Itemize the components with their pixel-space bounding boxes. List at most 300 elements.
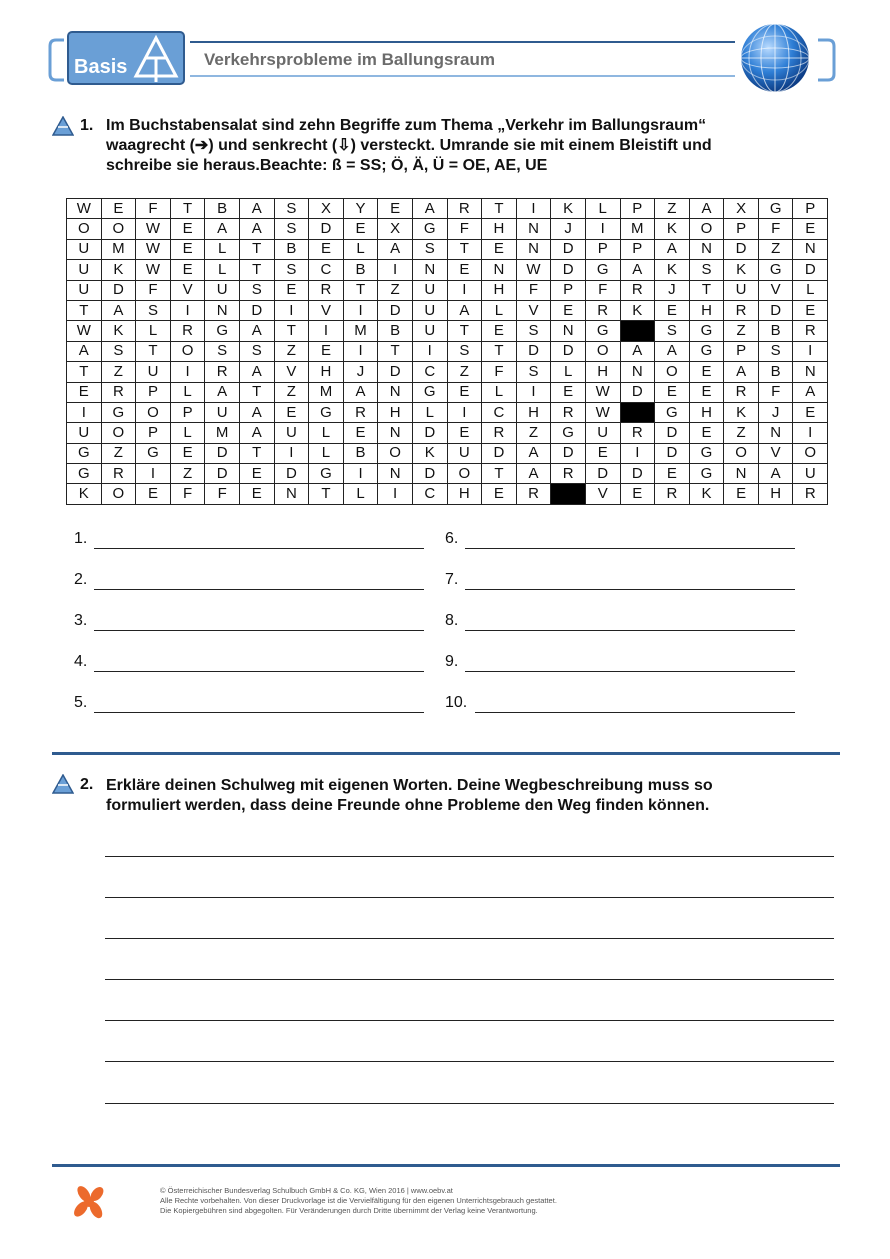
answer-write-line[interactable] [94,671,424,672]
grid-cell[interactable]: F [516,280,551,300]
grid-cell[interactable]: X [724,199,759,219]
grid-cell[interactable]: E [482,484,517,504]
writing-line[interactable] [105,856,834,857]
grid-cell[interactable]: E [689,362,724,382]
grid-cell[interactable]: H [689,300,724,320]
answer-write-line[interactable] [465,671,795,672]
grid-cell[interactable]: T [239,443,274,463]
grid-cell[interactable]: U [793,464,828,484]
grid-cell[interactable]: D [551,443,586,463]
grid-cell[interactable]: O [67,219,102,239]
writing-line[interactable] [105,897,834,898]
grid-cell[interactable]: I [620,443,655,463]
grid-cell[interactable]: S [412,239,447,259]
grid-cell[interactable]: H [585,362,620,382]
grid-cell[interactable]: R [793,321,828,341]
grid-cell[interactable]: W [516,260,551,280]
grid-cell[interactable]: L [343,239,378,259]
grid-cell[interactable]: I [793,423,828,443]
grid-cell[interactable]: G [655,402,690,422]
grid-cell[interactable]: T [274,321,309,341]
grid-cell[interactable]: I [793,341,828,361]
grid-cell[interactable]: T [447,321,482,341]
grid-cell[interactable]: J [758,402,793,422]
grid-cell[interactable]: N [793,362,828,382]
grid-cell[interactable]: R [724,382,759,402]
grid-cell[interactable]: E [274,402,309,422]
grid-cell[interactable]: F [758,219,793,239]
grid-cell[interactable]: L [793,280,828,300]
grid-cell[interactable]: R [551,402,586,422]
grid-cell[interactable]: I [447,280,482,300]
grid-cell[interactable]: P [620,239,655,259]
grid-cell[interactable]: K [412,443,447,463]
grid-cell[interactable]: P [136,382,171,402]
grid-cell[interactable]: C [309,260,344,280]
grid-cell[interactable]: E [170,219,205,239]
grid-cell[interactable]: A [412,199,447,219]
grid-cell[interactable]: A [239,362,274,382]
grid-cell[interactable]: H [378,402,413,422]
grid-cell[interactable]: D [758,300,793,320]
grid-cell[interactable]: A [239,219,274,239]
grid-cell[interactable]: U [67,280,102,300]
grid-cell[interactable]: A [343,382,378,402]
grid-cell[interactable]: G [689,464,724,484]
grid-cell[interactable]: L [482,300,517,320]
grid-cell[interactable]: E [447,423,482,443]
grid-cell[interactable]: D [516,341,551,361]
grid-cell[interactable]: N [689,239,724,259]
writing-line[interactable] [105,979,834,980]
grid-cell[interactable]: I [170,300,205,320]
answer-write-line[interactable] [94,630,424,631]
grid-cell[interactable]: U [205,280,240,300]
grid-cell[interactable]: T [378,341,413,361]
grid-cell[interactable]: S [758,341,793,361]
grid-cell[interactable]: Z [447,362,482,382]
grid-cell[interactable]: H [689,402,724,422]
grid-cell[interactable]: D [274,464,309,484]
grid-cell[interactable]: N [551,321,586,341]
grid-cell[interactable]: U [412,321,447,341]
grid-cell[interactable]: S [516,321,551,341]
grid-cell[interactable]: V [170,280,205,300]
grid-cell[interactable]: S [239,341,274,361]
writing-line[interactable] [105,938,834,939]
grid-cell[interactable]: A [205,219,240,239]
grid-cell[interactable]: A [655,239,690,259]
grid-cell[interactable]: V [274,362,309,382]
grid-cell[interactable]: K [689,484,724,504]
writing-line[interactable] [105,1020,834,1021]
grid-blank-cell[interactable] [620,321,655,341]
grid-cell[interactable]: D [412,464,447,484]
grid-cell[interactable]: K [724,260,759,280]
grid-cell[interactable]: S [274,199,309,219]
grid-cell[interactable]: T [239,239,274,259]
grid-cell[interactable]: S [655,321,690,341]
grid-cell[interactable]: I [343,464,378,484]
grid-cell[interactable]: D [551,260,586,280]
grid-cell[interactable]: E [793,300,828,320]
grid-cell[interactable]: A [758,464,793,484]
grid-cell[interactable]: G [205,321,240,341]
grid-cell[interactable]: P [793,199,828,219]
grid-cell[interactable]: O [136,402,171,422]
grid-cell[interactable]: R [655,484,690,504]
grid-cell[interactable]: E [239,484,274,504]
grid-cell[interactable]: R [793,484,828,504]
grid-cell[interactable]: U [67,260,102,280]
grid-cell[interactable]: R [447,199,482,219]
grid-cell[interactable]: S [239,280,274,300]
grid-cell[interactable]: F [482,362,517,382]
grid-cell[interactable]: A [67,341,102,361]
grid-cell[interactable]: K [724,402,759,422]
grid-cell[interactable]: E [378,199,413,219]
grid-cell[interactable]: E [689,382,724,402]
grid-cell[interactable]: L [309,443,344,463]
grid-cell[interactable]: F [205,484,240,504]
grid-cell[interactable]: N [378,464,413,484]
grid-cell[interactable]: M [620,219,655,239]
grid-cell[interactable]: O [170,341,205,361]
grid-cell[interactable]: V [585,484,620,504]
grid-cell[interactable]: V [758,280,793,300]
grid-cell[interactable]: G [758,199,793,219]
grid-cell[interactable]: E [170,443,205,463]
grid-cell[interactable]: I [378,484,413,504]
grid-cell[interactable]: G [412,382,447,402]
grid-cell[interactable]: E [793,402,828,422]
grid-cell[interactable]: R [101,382,136,402]
grid-cell[interactable]: E [689,423,724,443]
grid-cell[interactable]: B [758,362,793,382]
grid-cell[interactable]: R [620,423,655,443]
grid-cell[interactable]: Z [274,382,309,402]
grid-cell[interactable]: R [343,402,378,422]
grid-cell[interactable]: I [343,341,378,361]
grid-cell[interactable]: A [239,199,274,219]
grid-cell[interactable]: N [793,239,828,259]
grid-cell[interactable]: R [170,321,205,341]
grid-cell[interactable]: E [551,382,586,402]
grid-cell[interactable]: Y [343,199,378,219]
grid-cell[interactable]: U [274,423,309,443]
grid-cell[interactable]: N [482,260,517,280]
grid-cell[interactable]: E [309,341,344,361]
grid-cell[interactable]: G [309,464,344,484]
grid-cell[interactable]: D [378,300,413,320]
grid-cell[interactable]: G [585,260,620,280]
grid-cell[interactable]: N [378,382,413,402]
grid-cell[interactable]: E [551,300,586,320]
writing-line[interactable] [105,1103,834,1104]
grid-cell[interactable]: E [136,484,171,504]
grid-cell[interactable]: A [724,362,759,382]
grid-cell[interactable]: E [67,382,102,402]
grid-cell[interactable]: P [724,341,759,361]
grid-cell[interactable]: B [205,199,240,219]
grid-cell[interactable]: Z [758,239,793,259]
grid-cell[interactable]: K [620,300,655,320]
grid-cell[interactable]: N [724,464,759,484]
grid-cell[interactable]: P [585,239,620,259]
grid-cell[interactable]: O [101,219,136,239]
grid-cell[interactable]: N [516,239,551,259]
grid-cell[interactable]: B [378,321,413,341]
grid-cell[interactable]: L [170,382,205,402]
grid-cell[interactable]: A [689,199,724,219]
grid-cell[interactable]: W [67,321,102,341]
answer-write-line[interactable] [465,589,795,590]
grid-cell[interactable]: M [343,321,378,341]
grid-cell[interactable]: O [447,464,482,484]
grid-cell[interactable]: S [447,341,482,361]
grid-cell[interactable]: J [551,219,586,239]
grid-cell[interactable]: A [239,402,274,422]
grid-cell[interactable]: M [309,382,344,402]
grid-cell[interactable]: H [482,280,517,300]
grid-cell[interactable]: P [551,280,586,300]
grid-cell[interactable]: U [447,443,482,463]
grid-cell[interactable]: T [67,300,102,320]
grid-cell[interactable]: B [343,443,378,463]
grid-cell[interactable]: D [655,423,690,443]
grid-cell[interactable]: I [516,382,551,402]
grid-cell[interactable]: B [343,260,378,280]
grid-cell[interactable]: N [274,484,309,504]
grid-cell[interactable]: D [482,443,517,463]
grid-cell[interactable]: R [516,484,551,504]
grid-cell[interactable]: H [447,484,482,504]
grid-cell[interactable]: U [724,280,759,300]
grid-cell[interactable]: D [793,260,828,280]
grid-cell[interactable]: N [412,260,447,280]
grid-cell[interactable]: L [585,199,620,219]
grid-cell[interactable]: L [205,260,240,280]
grid-cell[interactable]: B [758,321,793,341]
grid-cell[interactable]: F [136,280,171,300]
answer-write-line[interactable] [94,712,424,713]
grid-cell[interactable]: I [378,260,413,280]
grid-cell[interactable]: G [136,443,171,463]
grid-cell[interactable]: O [793,443,828,463]
grid-cell[interactable]: E [655,382,690,402]
grid-cell[interactable]: E [343,219,378,239]
grid-cell[interactable]: H [758,484,793,504]
grid-cell[interactable]: N [758,423,793,443]
grid-cell[interactable]: O [724,443,759,463]
grid-cell[interactable]: P [620,199,655,219]
grid-cell[interactable]: E [274,280,309,300]
grid-cell[interactable]: T [136,341,171,361]
grid-cell[interactable]: I [67,402,102,422]
grid-cell[interactable]: S [274,219,309,239]
grid-cell[interactable]: T [239,260,274,280]
grid-cell[interactable]: I [309,321,344,341]
grid-cell[interactable]: K [551,199,586,219]
grid-cell[interactable]: G [412,219,447,239]
grid-cell[interactable]: A [239,321,274,341]
grid-cell[interactable]: U [67,239,102,259]
grid-cell[interactable]: Z [724,423,759,443]
grid-cell[interactable]: F [585,280,620,300]
grid-cell[interactable]: K [67,484,102,504]
grid-cell[interactable]: G [689,321,724,341]
grid-cell[interactable]: R [205,362,240,382]
grid-cell[interactable]: O [101,423,136,443]
grid-cell[interactable]: A [620,341,655,361]
grid-cell[interactable]: A [447,300,482,320]
grid-cell[interactable]: L [551,362,586,382]
grid-cell[interactable]: P [724,219,759,239]
grid-cell[interactable]: E [170,260,205,280]
grid-cell[interactable]: T [689,280,724,300]
grid-cell[interactable]: A [101,300,136,320]
grid-cell[interactable]: T [482,464,517,484]
grid-cell[interactable]: A [516,464,551,484]
grid-cell[interactable]: K [655,219,690,239]
grid-cell[interactable]: I [274,300,309,320]
grid-cell[interactable]: L [309,423,344,443]
grid-cell[interactable]: R [551,464,586,484]
grid-cell[interactable]: W [67,199,102,219]
grid-cell[interactable]: G [758,260,793,280]
grid-cell[interactable]: S [136,300,171,320]
grid-cell[interactable]: P [136,423,171,443]
grid-cell[interactable]: T [482,199,517,219]
grid-cell[interactable]: D [551,239,586,259]
grid-cell[interactable]: D [101,280,136,300]
grid-cell[interactable]: H [309,362,344,382]
grid-cell[interactable]: V [309,300,344,320]
grid-cell[interactable]: D [551,341,586,361]
grid-cell[interactable]: S [274,260,309,280]
grid-cell[interactable]: T [170,199,205,219]
grid-cell[interactable]: Z [724,321,759,341]
grid-cell[interactable]: R [309,280,344,300]
grid-cell[interactable]: A [655,341,690,361]
grid-cell[interactable]: O [655,362,690,382]
grid-cell[interactable]: I [447,402,482,422]
grid-cell[interactable]: D [585,464,620,484]
grid-cell[interactable]: T [309,484,344,504]
grid-blank-cell[interactable] [551,484,586,504]
grid-cell[interactable]: I [412,341,447,361]
grid-cell[interactable]: I [516,199,551,219]
grid-cell[interactable]: U [136,362,171,382]
grid-cell[interactable]: G [689,443,724,463]
grid-cell[interactable]: E [655,464,690,484]
grid-cell[interactable]: N [516,219,551,239]
grid-cell[interactable]: L [170,423,205,443]
grid-cell[interactable]: Z [101,362,136,382]
grid-cell[interactable]: R [620,280,655,300]
grid-cell[interactable]: F [170,484,205,504]
grid-cell[interactable]: U [412,280,447,300]
grid-cell[interactable]: V [516,300,551,320]
grid-cell[interactable]: M [101,239,136,259]
grid-cell[interactable]: J [343,362,378,382]
grid-cell[interactable]: A [516,443,551,463]
grid-cell[interactable]: U [585,423,620,443]
grid-cell[interactable]: T [239,382,274,402]
grid-cell[interactable]: I [585,219,620,239]
grid-cell[interactable]: P [170,402,205,422]
grid-cell[interactable]: L [205,239,240,259]
grid-cell[interactable]: E [482,321,517,341]
grid-cell[interactable]: Z [274,341,309,361]
grid-cell[interactable]: G [585,321,620,341]
grid-cell[interactable]: W [585,382,620,402]
grid-cell[interactable]: T [343,280,378,300]
grid-cell[interactable]: D [205,443,240,463]
grid-cell[interactable]: C [412,362,447,382]
grid-cell[interactable]: U [67,423,102,443]
grid-cell[interactable]: E [793,219,828,239]
grid-cell[interactable]: E [239,464,274,484]
grid-cell[interactable]: E [309,239,344,259]
grid-cell[interactable]: H [482,219,517,239]
grid-cell[interactable]: L [343,484,378,504]
grid-cell[interactable]: G [689,341,724,361]
grid-cell[interactable]: A [793,382,828,402]
grid-cell[interactable]: A [205,382,240,402]
grid-cell[interactable]: C [412,484,447,504]
grid-cell[interactable]: X [378,219,413,239]
grid-cell[interactable]: L [482,382,517,402]
grid-cell[interactable]: R [101,464,136,484]
grid-cell[interactable]: F [136,199,171,219]
grid-cell[interactable]: T [482,341,517,361]
grid-cell[interactable]: F [758,382,793,402]
grid-cell[interactable]: U [412,300,447,320]
grid-cell[interactable]: F [447,219,482,239]
grid-cell[interactable]: N [620,362,655,382]
grid-cell[interactable]: D [309,219,344,239]
grid-cell[interactable]: D [620,382,655,402]
grid-cell[interactable]: E [585,443,620,463]
grid-cell[interactable]: O [101,484,136,504]
grid-cell[interactable]: S [101,341,136,361]
grid-cell[interactable]: D [655,443,690,463]
grid-cell[interactable]: B [274,239,309,259]
grid-cell[interactable]: X [309,199,344,219]
grid-cell[interactable]: D [239,300,274,320]
grid-cell[interactable]: I [136,464,171,484]
grid-cell[interactable]: R [482,423,517,443]
grid-cell[interactable]: D [412,423,447,443]
grid-cell[interactable]: E [447,260,482,280]
grid-cell[interactable]: S [689,260,724,280]
grid-cell[interactable]: E [343,423,378,443]
grid-cell[interactable]: T [67,362,102,382]
grid-cell[interactable]: D [205,464,240,484]
grid-cell[interactable]: K [101,321,136,341]
grid-cell[interactable]: Z [170,464,205,484]
grid-cell[interactable]: W [136,239,171,259]
grid-cell[interactable]: E [655,300,690,320]
grid-cell[interactable]: G [67,443,102,463]
grid-cell[interactable]: Z [516,423,551,443]
grid-cell[interactable]: C [482,402,517,422]
grid-cell[interactable]: N [378,423,413,443]
answer-write-line[interactable] [94,589,424,590]
grid-cell[interactable]: M [205,423,240,443]
grid-cell[interactable]: O [585,341,620,361]
